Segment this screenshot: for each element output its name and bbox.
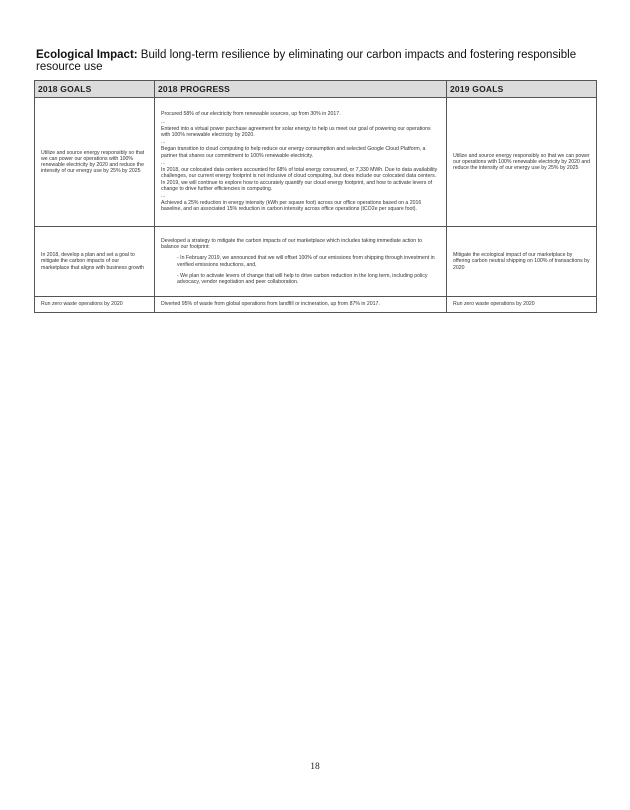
progress-cell — [155, 227, 447, 297]
progress-cell: Diverted 95% of waste from global operations from landfill or incineration, up from 87% in 2017. — [155, 297, 447, 313]
header-2018-progress: 2018 PROGRESS — [155, 81, 447, 98]
header-2019-goals: 2019 GOALS — [447, 81, 597, 98]
progress-intro: Developed a strategy to mitigate the carbon impacts of our marketplace which includes taking immediate action to balance our footprint: — [161, 237, 422, 251]
goal-2019-cell: Mitigate the ecological impact of our marketplace by offering carbon neutral shipping on 100% of transactions by 2020 — [447, 227, 597, 297]
table-row — [35, 227, 597, 297]
goal-2019-cell: Run zero waste operations by 2020 — [447, 297, 597, 313]
page-number: 18 — [310, 762, 320, 772]
goal-2018-cell: Run zero waste operations by 2020 — [35, 297, 155, 313]
progress-point: - In February 2019, we announced that we will offset 100% of our emissions from shipping through investment in verified emissions reductions, and, — [177, 255, 435, 268]
section-heading-bold: Ecological Impact: — [36, 49, 138, 61]
section-heading-text: Build long-term resilience by eliminating our carbon impacts and fostering responsible resource use — [36, 49, 577, 73]
goal-2018-cell: In 2018, develop a plan and set a goal to mitigate the carbon impacts of our marketplace that aligns with business growth — [35, 227, 155, 297]
progress-separator: ... — [161, 192, 166, 199]
progress-item: Procured 58% of our electricity from renewable sources, up from 30% in 2017. — [161, 111, 341, 118]
ecological-impact-table — [34, 80, 597, 313]
goal-2019-cell: Utilize and source energy responsibly so that we can power our operations with 100% renewable electricity by 2020 and reduce the intensity of our energy use by 25% by 2025 — [447, 98, 597, 227]
progress-cell — [155, 98, 447, 227]
progress-item: Achieved a 25% reduction in energy intensity (kWh per square foot) across our office operations based on a 2016 baseline, and an associated 15% reduction in carbon intensity across office operations (tCO2e per square foot). — [161, 200, 422, 213]
table-row — [35, 297, 597, 313]
goal-2018-cell: Utilize and source energy responsibly so that we can power our operations with 100% renewable electricity by 2020 and reduce the intensity of our energy use by 25% by 2025 — [35, 98, 155, 227]
progress-separator: ... — [161, 118, 166, 125]
header-2018-goals: 2018 GOALS — [35, 81, 155, 98]
progress-point: - We plan to activate levers of change that will help to drive carbon reduction in the long term, including policy advocacy, vendor negotiation and peer collaboration. — [177, 272, 428, 285]
progress-item: In 2018, our colocated data centers accounted for 68% of total energy consumed, or 7,330 MWh. Due to data availability challenges, our current energy footprint is not inclusive of cloud computing, but does include our colocated data centers. In 2019, we will continue to explore how to accurately quantify our cloud energy footprint, and how to activate levers of change to drive further efficiencies in computing. — [161, 167, 438, 192]
table-header-row — [35, 81, 597, 98]
progress-separator: ... — [161, 159, 166, 166]
table-row — [35, 98, 597, 227]
progress-separator: ... — [161, 139, 166, 146]
progress-item: Began transition to cloud computing to help reduce our energy consumption and selected Google Cloud Platform, a partner that shares our commitment to 100% renewable electricity. — [161, 146, 426, 159]
progress-item: Entered into a virtual power purchase agreement for solar energy to help us meet our goal of powering our operations with 100% renewable electricity by 2020. — [161, 125, 431, 139]
section-heading — [36, 49, 596, 73]
